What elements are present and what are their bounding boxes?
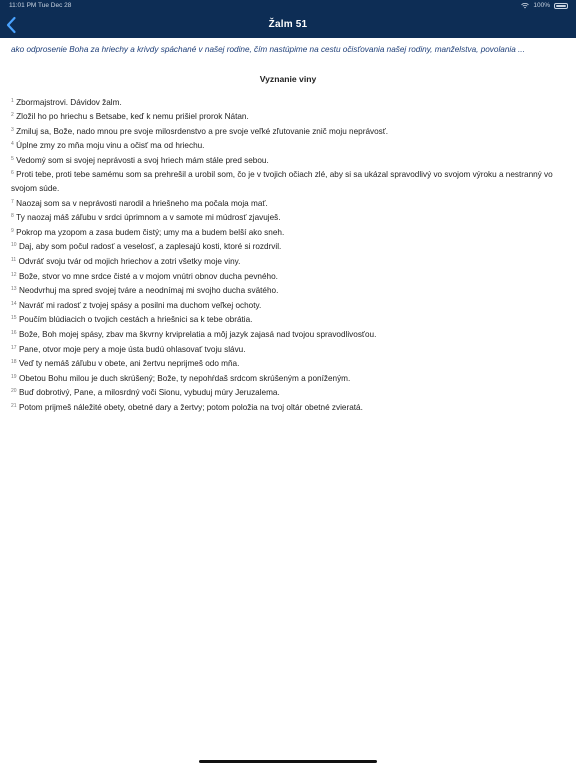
verse-number: 14: [11, 300, 18, 307]
verse-item: [11, 400, 565, 415]
verse-item: [11, 269, 565, 284]
verse-number: 9: [11, 227, 16, 234]
section-heading: Vyznanie viny: [259, 73, 317, 84]
verse-text: Zložil ho po hriechu s Betsabe, keď k nemu prišiel prorok Nátan.: [16, 112, 249, 122]
verse-item: [11, 225, 565, 240]
verse-number: 17: [11, 344, 18, 351]
verse-number: 10: [11, 242, 18, 249]
verse-text: Pokrop ma yzopom a zasa budem čistý; umy ma a budem belší ako sneh.: [16, 227, 285, 237]
verse-number: 5: [11, 155, 16, 162]
verse-item: [11, 254, 565, 269]
verse-item: [11, 239, 565, 254]
verse-text: Neodvrhuj ma spred svojej tváre a neodnímaj mi svojho ducha svätého.: [18, 286, 279, 296]
verse-text: Úplne zmy zo mňa moju vinu a očisť ma od hriechu.: [16, 141, 205, 151]
verse-item: [11, 109, 565, 124]
verse-number: 12: [11, 271, 18, 278]
verse-item: [11, 371, 565, 386]
verse-item: [11, 138, 565, 153]
verse-number: 1: [11, 97, 16, 104]
verse-text: Veď ty nemáš záľubu v obete, ani žertvu neprijmeš odo mňa.: [18, 359, 240, 369]
verse-item: [11, 95, 565, 110]
home-indicator[interactable]: [199, 760, 377, 763]
verse-number: 21: [11, 402, 18, 409]
verse-text: Vedomý som si svojej neprávosti a svoj hriech mám stále pred sebou.: [16, 155, 269, 165]
verse-text: Buď dobrotivý, Pane, a milosrdný voči Sionu, vybuduj múry Jeruzalema.: [18, 388, 280, 398]
verse-text: Bože, Boh mojej spásy, zbav ma škvrny krviprelatia a môj jazyk zajasá nad tvojou spravodlivosťou.: [18, 330, 377, 339]
battery-percentage: 100%: [533, 2, 550, 9]
verse-item: [11, 196, 565, 211]
verse-item: [11, 210, 565, 225]
verse-number: 8: [11, 213, 16, 220]
psalm-content: [11, 43, 565, 415]
verse-text: Navráť mi radosť z tvojej spásy a posilni ma duchom veľkej ochoty.: [18, 300, 262, 310]
status-bar: [0, 0, 576, 12]
page-title: Žalm 51: [268, 19, 308, 30]
verse-number: 16: [11, 330, 18, 336]
verse-number: 7: [11, 198, 16, 205]
verse-text: Daj, aby som počul radosť a veselosť, a zaplesajú kosti, ktoré si rozdrvil.: [18, 242, 282, 252]
verse-text: Proti tebe, proti tebe samému som sa prehrešil a urobil som, čo je v tvojich očiach zlé, aby si sa ukázal spravodlivý vo svojom výroku a nestranný vo svojom súde.: [11, 170, 553, 194]
verse-item: [11, 153, 565, 168]
verse-item: [11, 167, 565, 195]
verse-text: Odvráť svoju tvár od mojich hriechov a zotri všetky moje viny.: [18, 257, 241, 267]
verse-number: 19: [11, 373, 18, 380]
verse-number: 15: [11, 315, 18, 322]
navigation-bar: [0, 0, 576, 38]
verse-number: 13: [11, 286, 18, 293]
status-time-date: 11:01 PM Tue Dec 28: [9, 2, 72, 9]
battery-icon: [554, 3, 568, 9]
verse-item: [11, 327, 565, 342]
verse-item: [11, 124, 565, 139]
verse-item: [11, 385, 565, 400]
verse-text: Potom prijmeš náležité obety, obetné dary a žertvy; potom položia na tvoj oltár obetné zvieratá.: [18, 402, 363, 412]
verse-text: Naozaj som sa v neprávosti narodil a hriešneho ma počala moja mať.: [16, 198, 268, 208]
wifi-icon: [521, 3, 529, 9]
verse-text: Ty naozaj máš záľubu v srdci úprimnom a v samote mi múdrosť zjavuješ.: [16, 213, 281, 223]
verse-number: 20: [11, 388, 18, 395]
verse-text: Zmiluj sa, Bože, nado mnou pre svoje milosrdenstvo a pre svoje veľké zľutovanie znič moju neprávosť.: [16, 126, 389, 136]
verse-number: 6: [11, 170, 16, 177]
verse-list: [11, 95, 565, 415]
intro-text: ako odprosenie Boha za hriechy a krivdy spáchané v našej rodine, čím nastúpime na cestu očisťovania našej rodiny, manželstva, povolania ...: [11, 45, 525, 54]
verse-number: 4: [11, 141, 16, 148]
verse-text: Obetou Bohu milou je duch skrúšený; Bože, ty nepohŕdaš srdcom skrúšeným a poníženým.: [18, 373, 351, 383]
status-indicators: [521, 2, 568, 9]
verse-item: [11, 298, 565, 313]
verse-text: Poučím blúdiacich o tvojich cestách a hriešnici sa k tebe obrátia.: [18, 315, 253, 325]
verse-number: 18: [11, 359, 18, 366]
verse-text: Zbormajstrovi. Dávidov žalm.: [16, 97, 122, 107]
verse-text: Bože, stvor vo mne srdce čisté a v mojom vnútri obnov ducha pevného.: [18, 271, 278, 281]
verse-item: [11, 312, 565, 327]
verse-number: 11: [11, 257, 18, 264]
verse-item: [11, 342, 565, 357]
verse-number: 2: [11, 112, 16, 119]
verse-text: Pane, otvor moje pery a moje ústa budú ohlasovať tvoju slávu.: [18, 344, 246, 354]
verse-item: [11, 283, 565, 298]
verse-item: [11, 356, 565, 371]
verse-number: 3: [11, 126, 16, 133]
